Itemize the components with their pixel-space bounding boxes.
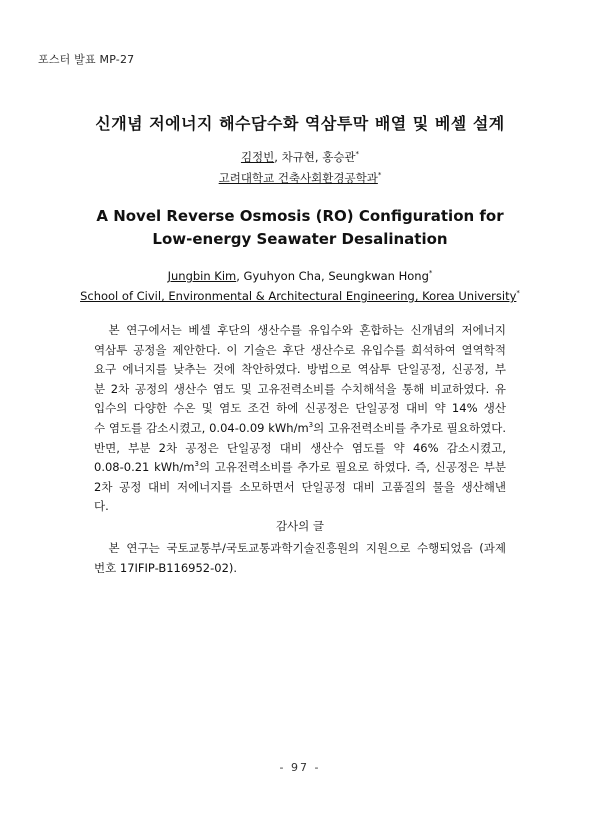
- affiliation-english: [0, 289, 600, 303]
- abstract-line: [94, 419, 506, 439]
- abstract-line-6-pre: 수 염도를 감소시켰고, 0.04-0.09 kWh/m: [94, 420, 309, 435]
- title-en-line-1: A Novel Reverse Osmosis (RO) Configuration for: [96, 207, 504, 225]
- affiliation-korean: [0, 170, 600, 186]
- abstract-line-8-pre: 0.08-0.21 kWh/m: [94, 460, 195, 475]
- abstract-body: [94, 321, 506, 517]
- authors-english: [0, 269, 600, 283]
- unit-exponent: 3: [308, 421, 314, 430]
- unit-exponent: 3: [194, 460, 199, 469]
- acknowledgement-body: [94, 539, 506, 578]
- authors-korean: [0, 149, 600, 165]
- abstract-line: 반면, 부분 2차 공정은 단일공정 대비 생산수 염도를 약 46% 감소시켰고,: [94, 440, 506, 455]
- title-english: [0, 205, 600, 251]
- corresponding-mark-ko: *: [355, 150, 360, 159]
- abstract-line-6-post: 의 고유전력소비를 추가로 필요하였다.: [313, 420, 506, 435]
- acknowledgement-heading: 감사의 글: [275, 519, 325, 533]
- page-number: - 97 -: [279, 761, 321, 774]
- presenting-author-en: Jungbin Kim: [167, 269, 237, 283]
- title-en-line-2: Low-energy Seawater Desalination: [152, 230, 448, 248]
- abstract-line-8-post: 의 고유전력소비를 추가로 필요로 하였다. 즉, 신공정은 부분: [198, 460, 506, 475]
- coauthors-en: , Gyuhyon Cha, Seungkwan Hong: [236, 269, 429, 283]
- abstract-line: 입수의 다양한 수온 및 염도 조건 하에 신공정은 단일공정 대비 약 14% 생산: [94, 401, 506, 416]
- abstract-line: 분 2차 공정의 생산수 염도 및 고유전력소비를 수치해석을 통해 비교하였다. 유: [94, 381, 506, 396]
- title-korean: 신개념 저에너지 해수담수화 역삼투막 배열 및 베셀 설계: [95, 114, 505, 133]
- abstract-line: 역삼투 공정을 제안한다. 이 기술은 후단 생산수로 유입수를 희석하여 열역학적: [94, 342, 506, 357]
- affiliation-en-text: School of Civil, Environmental & Architectural Engineering, Korea University: [80, 289, 517, 303]
- poster-tag: 포스터 발표 MP-27: [38, 53, 135, 66]
- acknowledgement-line: 본 연구는 국토교통부/국토교통과학기술진흥원의 지원으로 수행되었음 (과제: [94, 541, 506, 555]
- affiliation-ko-text: 고려대학교 건축사회환경공학과: [218, 171, 378, 185]
- acknowledgement-line: 번호 17IFIP-B116952-02).: [94, 560, 238, 575]
- abstract-line: 다.: [94, 499, 109, 514]
- abstract-line: [94, 458, 506, 478]
- coauthors-ko: , 차규현, 홍승관: [274, 150, 356, 164]
- abstract-line: 본 연구에서는 베셀 후단의 생산수를 유입수와 혼합하는 신개념의 저에너지: [94, 323, 506, 337]
- abstract-line: 2차 공정 대비 저에너지를 소모하면서 단일공정 대비 고품질의 물을 생산해낸: [94, 479, 506, 494]
- presenting-author-ko: 김정빈: [240, 150, 275, 164]
- affiliation-ko-mark: *: [377, 171, 382, 180]
- affiliation-en-mark: *: [516, 289, 520, 298]
- corresponding-mark-en: *: [428, 269, 433, 278]
- abstract-line: 요구 에너지를 낮추는 것에 착안하였다. 방법으로 역삼투 단일공정, 신공정, 부: [94, 362, 506, 377]
